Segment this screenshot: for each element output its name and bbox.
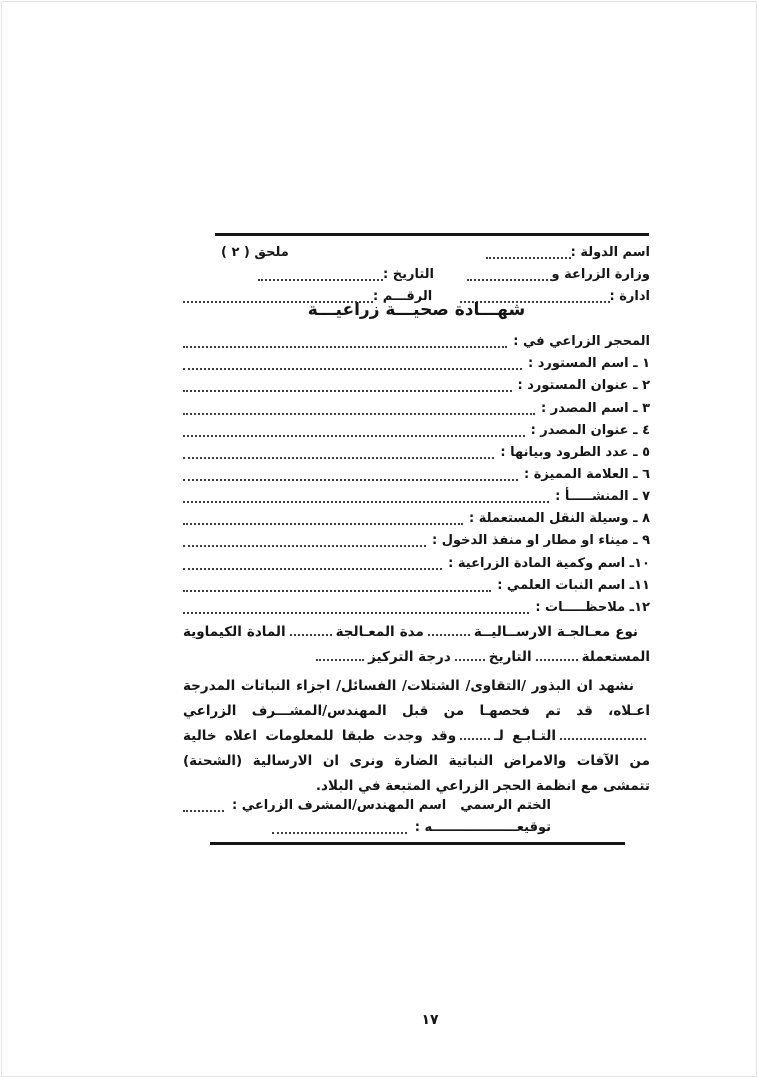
treatment-duration-label: مدة المعـالجة: [335, 624, 424, 640]
ministry-label: وزارة الزراعة و: [551, 267, 650, 282]
dotted-line: [486, 257, 571, 259]
field-remarks: [183, 597, 650, 619]
dotted-line: [316, 657, 364, 661]
field-importer-address: [183, 375, 650, 397]
field-importer-name: [183, 353, 650, 375]
dotted-line: [467, 279, 552, 281]
dotted-line: [183, 501, 549, 503]
certification-affiliated-label: التـابـع لـ: [494, 728, 556, 744]
dotted-line: [183, 346, 507, 348]
field-label: ٨ ـ وسيلة النقل المستعملة :: [468, 511, 650, 527]
treatment-concentration-label: درجة التركيز: [368, 649, 451, 665]
field-label: ٦ ـ العلامة المميزة :: [524, 466, 650, 482]
top-rule: [215, 233, 649, 236]
treatment-chemical-label: المادة الكيماوية المستعملة: [183, 624, 650, 665]
header-row-ministry: [183, 264, 650, 286]
ministry-field: [467, 264, 650, 286]
dotted-line: [428, 632, 470, 636]
field-label: ١١ـ اسم النبات العلمي :: [497, 577, 650, 593]
field-label: ١٢ـ ملاحظـــــات :: [535, 599, 650, 615]
dotted-line: [183, 390, 512, 392]
certification-statement-end: وقد وجدت طبقا للمعلومات اعلاه خالية من الآفات والامراض النباتية الضارة ونرى ان الارسالية (الشحنة) تتمشى مع انظمة الحجر الزراعي المتبعة في البلاد.: [183, 728, 650, 794]
date-field: [258, 264, 434, 286]
dotted-line: [183, 545, 426, 547]
dotted-line: [460, 736, 490, 740]
dotted-line: [183, 479, 518, 481]
dotted-line: [290, 632, 332, 636]
field-label: ١ ـ اسم المستورد :: [527, 356, 650, 372]
dotted-line: [183, 435, 525, 437]
field-plant-scientific-name: [183, 575, 650, 597]
department-label: ادارة :: [609, 289, 650, 304]
dotted-line: [272, 832, 407, 834]
country-field: [486, 242, 650, 264]
annex-label: ملحق ( ٢ ): [221, 245, 289, 260]
form-fields-list: [183, 331, 650, 619]
signature-section: [183, 795, 650, 839]
field-origin: [183, 486, 650, 508]
signature-label: توقيعـــــــــــــــــــه :: [414, 820, 551, 835]
engineer-name-label: اسم المهندس/المشرف الزراعي :: [231, 798, 447, 813]
bottom-rule: [210, 842, 625, 845]
header-row-country: [183, 242, 650, 264]
dotted-line: [183, 810, 224, 812]
dotted-line: [183, 368, 522, 370]
dotted-line: [560, 736, 646, 740]
field-label: المحجر الزراعي في :: [513, 334, 650, 350]
dotted-line: [183, 612, 529, 614]
field-label: ٧ ـ المنشـــــأ :: [555, 489, 650, 505]
field-distinguishing-mark: [183, 464, 650, 486]
page-number: ١٧: [421, 1012, 439, 1028]
dotted-line: [183, 523, 463, 525]
phytosanitary-certificate-form: [183, 235, 650, 850]
dotted-line: [258, 279, 383, 281]
certification-paragraph: [183, 674, 650, 799]
treatment-paragraph: [183, 620, 650, 670]
certification-statement-start: نشهد ان البذور /التقاوى/ الشتلات/ الفسائل/ اجزاء النباتات المدرجة اعـلاه، قد تم فحصهـا من قبل المهندس/المشـــرف الزراعي: [183, 678, 650, 719]
engineer-name-row: [183, 795, 551, 817]
field-entry-port: [183, 530, 650, 552]
dotted-line: [183, 457, 494, 459]
dotted-line: [455, 657, 485, 661]
field-transport-means: [183, 508, 650, 530]
dotted-line: [183, 568, 442, 570]
dotted-line: [183, 590, 491, 592]
field-label: ١٠ـ اسم وكمية المادة الزراعية :: [448, 555, 650, 571]
field-label: ٣ ـ اسم المصدر :: [541, 400, 650, 416]
document-title: شهـــادة صحيـــة زراعيـــة: [307, 300, 526, 320]
signature-row: [183, 817, 551, 839]
date-label: التاريخ :: [383, 267, 434, 282]
dotted-line: [536, 657, 578, 661]
field-exporter-address: [183, 420, 650, 442]
field-label: ٥ ـ عدد الطرود وبيانها :: [500, 444, 650, 460]
official-stamp-label: الختم الرسمي: [460, 798, 551, 813]
number-label: الرقـــم :: [373, 289, 433, 304]
country-label: اسم الدولة :: [570, 245, 650, 260]
field-material-name-quantity: [183, 552, 650, 574]
field-exporter-name: [183, 397, 650, 419]
treatment-date-label: التاريخ: [488, 649, 532, 665]
field-parcels-count: [183, 442, 650, 464]
field-quarantine-location: [183, 331, 650, 353]
field-label: ٩ ـ ميناء او مطار او منفذ الدخول :: [432, 533, 650, 549]
dotted-line: [183, 413, 535, 415]
field-label: ٤ ـ عنوان المصدر :: [530, 422, 650, 438]
field-label: ٢ ـ عنوان المستورد :: [517, 378, 650, 394]
treatment-type-label: نوع معـالجـة الارســاليــة: [473, 624, 638, 640]
